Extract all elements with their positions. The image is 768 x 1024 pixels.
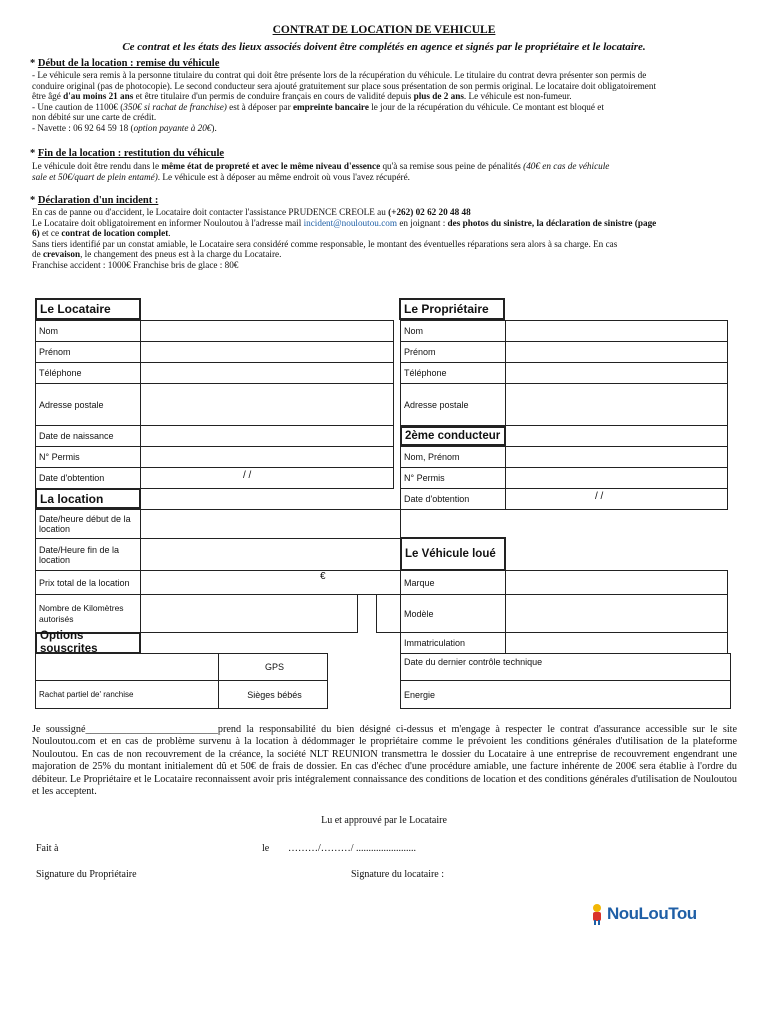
locataire-adresse-field[interactable]: [140, 383, 394, 426]
locataire-nom-label: Nom: [35, 320, 141, 342]
document-title: CONTRAT DE LOCATION DE VEHICULE: [272, 24, 496, 36]
location-header: La location: [35, 488, 141, 509]
proprietaire-telephone-field[interactable]: [505, 362, 728, 384]
marque-label: Marque: [400, 570, 506, 595]
document-subtitle: Ce contrat et les états des lieux associés doivent être complétés en agence et signés par le propriétaire et le locataire.: [122, 41, 646, 53]
km-autorises-label: Nombre de Kilomètres autorisés: [35, 594, 141, 633]
option-sieges-label: Sièges bébés: [218, 680, 328, 709]
fin-location-label: Date/Heure fin de la location: [35, 538, 141, 571]
locataire-adresse-label: Adresse postale: [35, 383, 141, 426]
locataire-telephone-label: Téléphone: [35, 362, 141, 384]
option-rachat-label: Rachat partiel de' ranchise: [35, 680, 219, 709]
locataire-obtention-field[interactable]: [140, 467, 394, 489]
section-incident-text: En cas de panne ou d'accident, le Locataire doit contacter l'assistance PRUDENCE CREOLE au (+262) 02 62 20 48 48 Le Locataire doit obligatoirement en informer Nouloutou à l'adresse mail incident@nouloutou.com en joignant : des photos du sinistre, la déclaration de sinistre (page 6) et ce contrat de location complet. Sans tiers identifié par un constat amiable, le Locataire sera considéré comme responsable, le montant des éventuelles réparations sera alors à sa charge. En cas de crevaison, le changement des pneus est à la charge du Locataire. Franchise accident : 1000€ Franchise bris de glace : 80€: [32, 207, 657, 270]
modele-field[interactable]: [505, 594, 728, 633]
option-gps-label: GPS: [218, 653, 328, 681]
fin-location-field[interactable]: [140, 538, 401, 571]
date-field[interactable]: ………/………/ ........................: [288, 843, 417, 854]
proprietaire-adresse-field[interactable]: [505, 383, 728, 426]
conducteur2-permis-label: N° Permis: [400, 467, 506, 489]
prix-total-label: Prix total de la location: [35, 570, 141, 595]
section-fin-heading: * Fin de la location : restitution du véhicule: [30, 148, 225, 159]
locataire-obtention-date-slashes: / /: [243, 470, 252, 481]
section-incident-heading: * Déclaration d'un incident :: [30, 195, 159, 206]
locataire-nom-field[interactable]: [140, 320, 394, 342]
engagement-paragraph: Je soussigné__________________________prend la responsabilité du bien désigné ci-dessus et m'engage à respecter le contrat d'assurance accessible sur le site Nouloutou.com et en cas de problème survenu à la location à dédommager le propriétaire comme le prévoient les conditions générales d'utilisation de la plateforme Nouloutou. En cas de non recouvrement de la créance, la société NLT REUNION transmettra le dossier du Locataire à une entreprise de recouvrement engendrant une majoration de 25% du montant initialement dû et 50€ de frais de dossier. En cas d'échec d'une procédure amiable, une facture inhérente de 200€ sera établie à l'ordre du débiteur. Le Propriétaire et le Locataire reconnaissent avoir pris intégralement connaissance des conditions de location et des conditions générales d'utilisation de Nouloutou et les acceptent.: [32, 724, 737, 798]
proprietaire-adresse-label: Adresse postale: [400, 383, 506, 426]
nouloutou-logo: [590, 903, 697, 925]
conducteur2-obtention-field[interactable]: [505, 488, 728, 510]
locataire-naissance-field[interactable]: [140, 425, 394, 447]
locataire-obtention-label: Date d'obtention: [35, 467, 141, 489]
lu-approuve-text: Lu et approuvé par le Locataire: [321, 815, 447, 826]
conducteur2-nom-field[interactable]: [505, 446, 728, 468]
signature-proprietaire-label: Signature du Propriétaire: [36, 869, 137, 880]
modele-label: Modèle: [400, 594, 506, 633]
km-autorises-field[interactable]: [140, 594, 358, 633]
proprietaire-prenom-label: Prénom: [400, 341, 506, 363]
locataire-prenom-field[interactable]: [140, 341, 394, 363]
prix-total-field[interactable]: [140, 570, 401, 595]
km-autorises-extra[interactable]: [376, 594, 401, 633]
euro-sign: €: [320, 571, 326, 582]
logo-figure-icon: [590, 903, 604, 925]
conducteur2-obtention-label: Date d'obtention: [400, 488, 506, 510]
locataire-header: Le Locataire: [35, 298, 141, 320]
energie-field[interactable]: Energie: [400, 680, 731, 709]
debut-location-label: Date/heure début de la location: [35, 509, 141, 539]
second-conducteur-blank: [505, 425, 728, 447]
second-conducteur-header: 2ème conducteur: [400, 426, 506, 446]
locataire-prenom-label: Prénom: [35, 341, 141, 363]
vehicule-header: Le Véhicule loué: [400, 537, 506, 571]
immatriculation-field[interactable]: [505, 632, 728, 654]
fait-a-label: Fait à: [36, 843, 59, 854]
proprietaire-prenom-field[interactable]: [505, 341, 728, 363]
options-header: Options souscrites: [35, 632, 141, 654]
le-label: le: [262, 843, 270, 854]
proprietaire-nom-field[interactable]: [505, 320, 728, 342]
section-debut-heading: * Début de la location : remise du véhicule: [30, 58, 220, 69]
locataire-permis-field[interactable]: [140, 446, 394, 468]
marque-field[interactable]: [505, 570, 728, 595]
locataire-permis-label: N° Permis: [35, 446, 141, 468]
incident-email-link[interactable]: incident@nouloutou.com: [303, 217, 398, 228]
logo-wordmark: NouLouTou: [607, 904, 697, 923]
immatriculation-label: Immatriculation: [400, 632, 506, 654]
signature-locataire-label: Signature du locataire :: [351, 869, 445, 880]
conducteur2-permis-field[interactable]: [505, 467, 728, 489]
conducteur2-obtention-date-slashes: / /: [595, 491, 604, 502]
proprietaire-header: Le Propriétaire: [399, 298, 505, 320]
conducteur2-nom-label: Nom, Prénom: [400, 446, 506, 468]
locataire-telephone-field[interactable]: [140, 362, 394, 384]
proprietaire-telephone-label: Téléphone: [400, 362, 506, 384]
proprietaire-nom-label: Nom: [400, 320, 506, 342]
section-debut-text: - Le véhicule sera remis à la personne titulaire du contrat qui doit être présente lors de la récupération du véhicule. Le titulaire du contrat devra présenter son permis de conduire original (pas de photocopie). Le second conducteur sera ajouté gratuitement sur place sous présentation de son permis original. Le locataire doit obligatoirement être âgé d'au moins 21 ans et être titulaire d'un permis de conduire français en cours de validité depuis plus de 2 ans. Le véhicule est non-fumeur. - Une caution de 1100€ (350€ si rachat de franchise) est à déposer par empreinte bancaire le jour de la récupération du véhicule. Ce montant est bloqué et non débité sur une carte de crédit. - Navette : 06 92 64 59 18 (option payante à 20€).: [32, 70, 657, 133]
debut-location-field[interactable]: [140, 509, 401, 539]
section-fin-text: Le véhicule doit être rendu dans le même état de propreté et avec le même niveau d'essence qu'à sa remise sous peine de pénalités (40€ en cas de véhicule sale et 50€/quart de plein entamé). Le véhicule est à déposer au même endroit où vous l'avez récupéré.: [32, 161, 610, 182]
option-gps-check[interactable]: [35, 653, 219, 681]
controle-technique-field[interactable]: Date du dernier contrôle technique: [400, 653, 731, 681]
locataire-naissance-label: Date de naissance: [35, 425, 141, 447]
